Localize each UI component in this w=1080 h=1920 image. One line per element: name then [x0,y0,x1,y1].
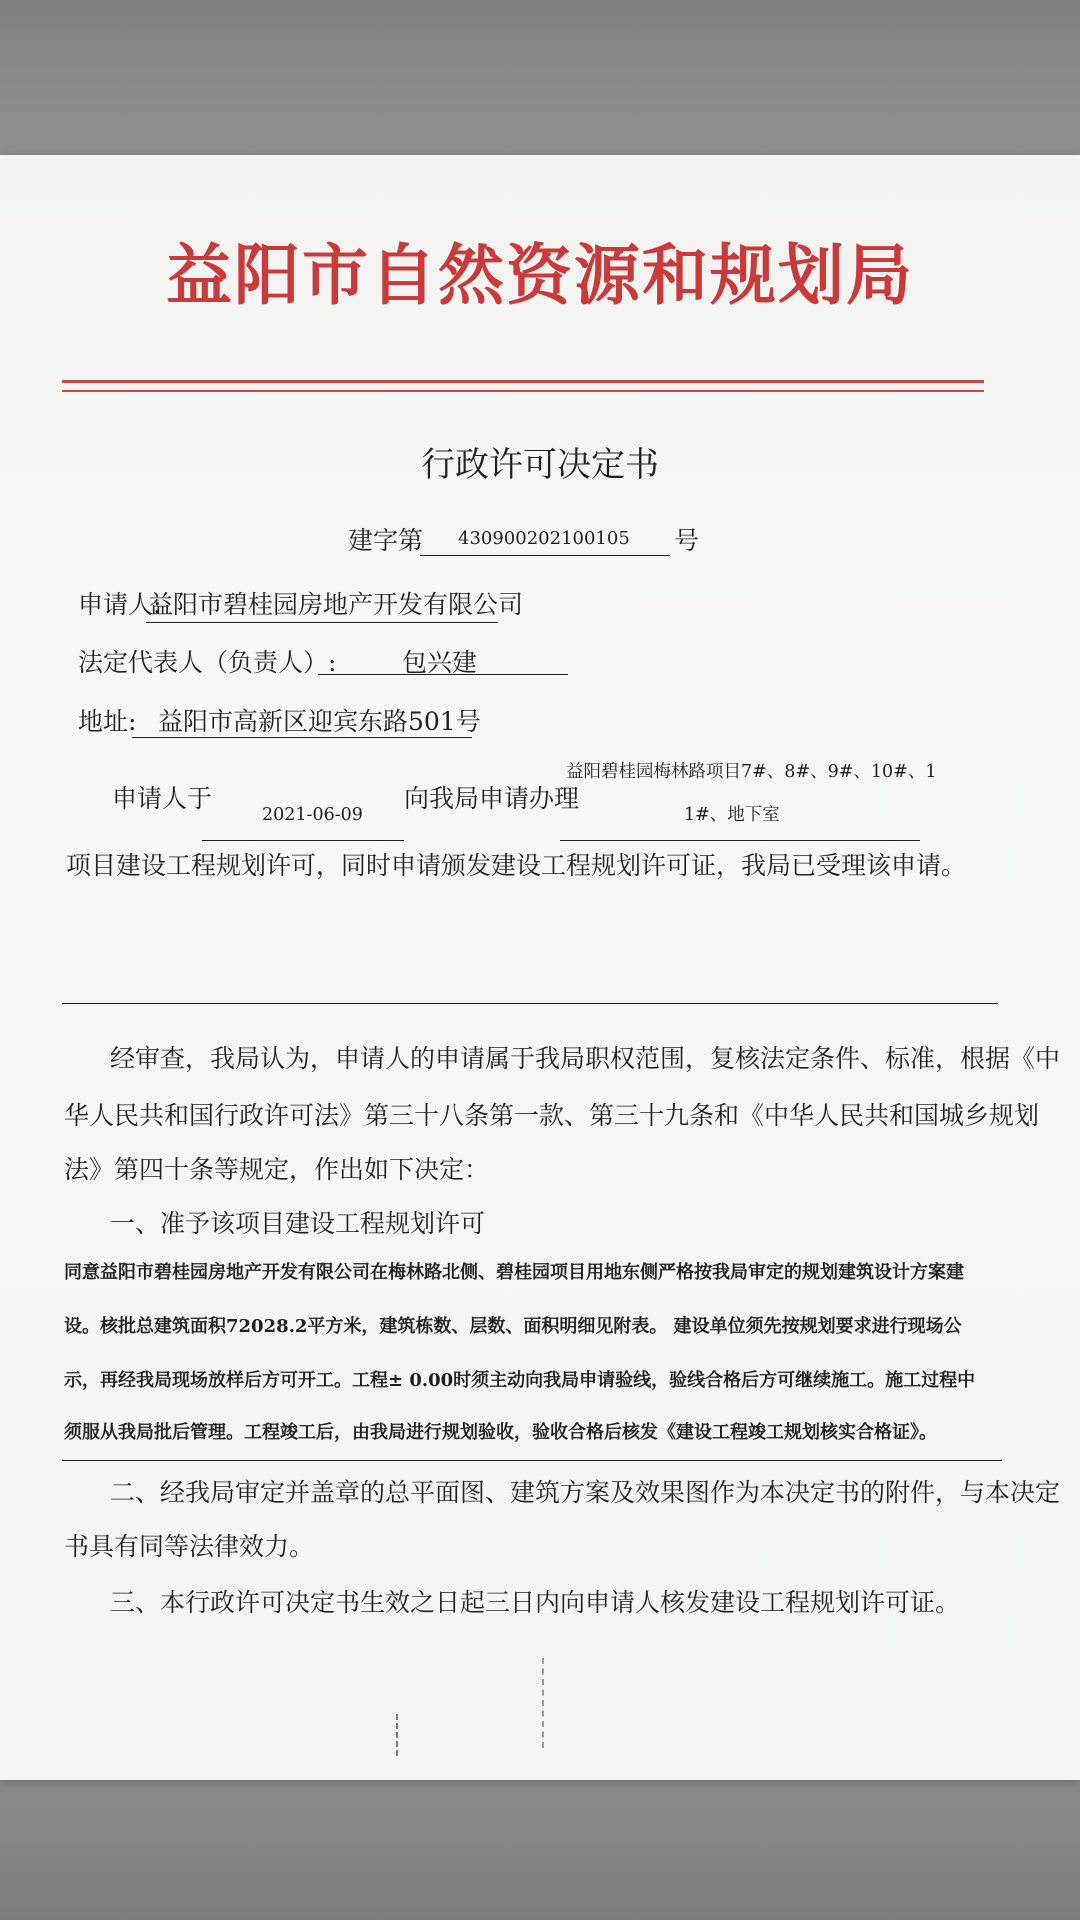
project-name-underline [560,840,920,841]
application-lead: 申请人于 [112,784,213,813]
application-trailing: 项目建设工程规划许可，同时申请颁发建设工程规划许可证，我局已受理该申请。 [66,851,967,880]
letterhead-rule-thin [62,390,984,392]
seal-mark-left [396,1714,398,1756]
project-name-line1: 益阳碧桂园梅林路项目7#、8#、9#、10#、1 [566,762,937,782]
decision-2-line-1: 二、经我局审定并盖章的总平面图、建筑方案及效果图作为本决定书的附件，与本决定 [110,1478,1061,1507]
legal-rep-name: 包兴建 [402,648,478,677]
decision-1-line-1: 同意益阳市碧桂园房地产开发有限公司在梅林路北侧、碧桂园项目用地东侧严格按我局审定的规划建筑设计方案建 [64,1262,964,1283]
applicant-name: 益阳市碧桂园房地产开发有限公司 [148,590,524,619]
application-date-underline [202,840,404,841]
organization-letterhead: 益阳市自然资源和规划局 [166,237,914,314]
decision-2-line-2: 书具有同等法律效力。 [64,1532,315,1561]
permit-number: 430900202100105 [458,528,630,549]
application-date: 2021-06-09 [262,805,363,825]
decision-1-line-2: 设。核批总建筑面积72028.2平方米，建筑栋数、层数、面积明细见附表。 建设单位须先按规划要求进行现场公 [64,1316,962,1337]
project-name-line2: 1#、地下室 [684,805,780,825]
address-underline [132,737,472,738]
decision-1-line-4: 须服从我局批后管理。工程竣工后，由我局进行规划验收，验收合格后核发《建设工程竣工规划核实合格证》。 [64,1422,937,1443]
review-line-3: 法》第四十条等规定，作出如下决定： [64,1155,490,1184]
permit-suffix: 号 [674,526,700,555]
permit-number-underline [420,555,670,556]
address-value: 益阳市高新区迎宾东路501号 [158,707,481,736]
section-divider-1 [62,1003,998,1004]
decision-1-heading: 一、准予该项目建设工程规划许可 [110,1209,486,1238]
review-line-2: 华人民共和国行政许可法》第三十八条第一款、第三十九条和《中华人民共和国城乡规划 [64,1101,1040,1130]
application-mid: 向我局申请办理 [404,784,580,813]
section-divider-2 [62,1460,1002,1461]
legal-rep-label: 法定代表人（负责人）: [78,648,337,677]
letterhead-rule-thick [62,380,984,383]
review-line-1: 经审查，我局认为，申请人的申请属于我局职权范围，复核法定条件、标准，根据《中 [110,1044,1061,1073]
permit-prefix: 建字第 [348,526,424,555]
decision-3-text: 三、本行政许可决定书生效之日起三日内向申请人核发建设工程规划许可证。 [110,1588,961,1617]
seal-mark-right [542,1658,544,1748]
address-label: 地址: [78,707,137,736]
decision-1-line-3: 示，再经我局现场放样后方可开工。工程± 0.00时须主动向我局申请验线，验线合格后方可继续施工。施工过程中 [64,1370,976,1391]
applicant-underline [146,622,498,623]
document-title: 行政许可决定书 [421,445,659,485]
legal-rep-underline [318,674,568,675]
applicant-label: 申请人: [78,590,162,619]
